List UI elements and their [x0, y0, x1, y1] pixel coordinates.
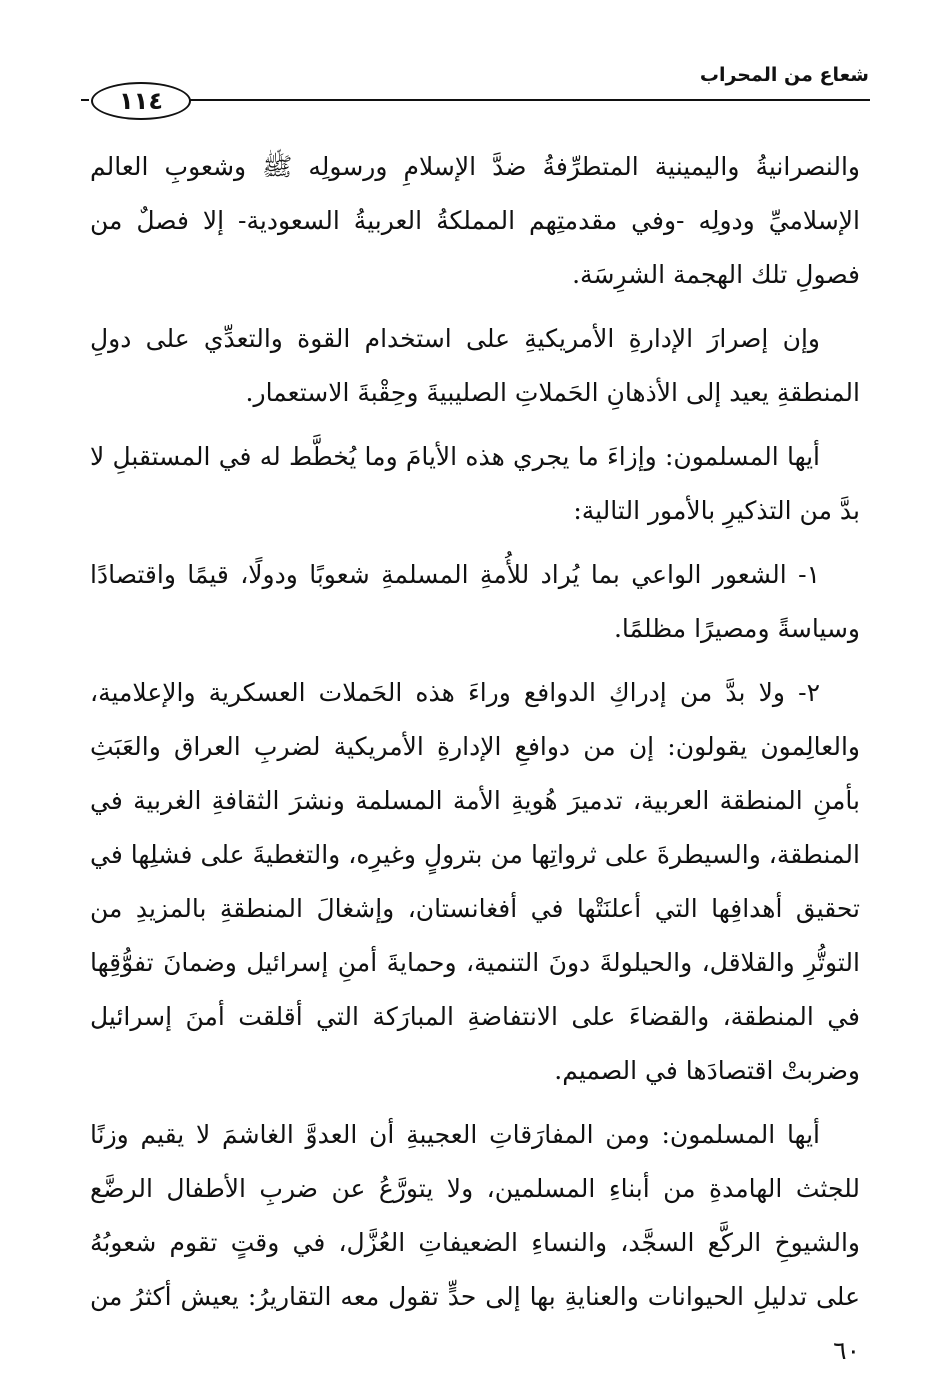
header-rule: [100, 99, 870, 101]
paragraph: أيها المسلمون: وإزاءَ ما يجري هذه الأيامَ وما يُخطَّط له في المستقبلِ لا بدَّ من التذكيرِ بالأمور التالية:: [90, 442, 860, 525]
paragraph-continuation: والنصرانيةُ واليمينية المتطرِّفةُ ضدَّ الإسلامِ ورسولِه ﷺ وشعوبِ العالم الإسلاميِّ ودولِه -وفي مقدمتِهم المملكةُ العربيةُ السعودية- إلا فصلٌ من فصولِ تلك الهجمة الشرِسَة.: [90, 152, 860, 289]
paragraph: وإن إصرارَ الإدارةِ الأمريكيةِ على استخدام القوة والتعدِّي على دولِ المنطقةِ يعيد إلى الأذهانِ الحَملاتِ الصليبيةَ وحِقْبةَ الاستعمار.: [90, 324, 860, 407]
page-number-badge: ١١٤: [91, 82, 191, 120]
list-item-2: ٢- ولا بدَّ من إدراكِ الدوافع وراءَ هذه الحَملات العسكرية والإعلامية، والعالِمون يقولون: إن من دوافعِ الإدارةِ الأمريكية لضربِ العراق والعَبَثِ بأمنِ المنطقة العربية، تدميرَ هُويةِ الأمة المسلمة ونشرَ الثقافةِ الغربية في المنطقة، والسيطرةَ على ثرواتِها من بترولٍ وغيرِه، والتغطيةَ على فشلِها في تحقيق أهدافِها التي أعلنَتْها في أفغانستان، وإشغالَ المنطقةِ بالمزيدِ من التوتُّرِ والقلاقل، والحيلولةَ دونَ التنمية، وحمايةَ أمنِ إسرائيل وضمانَ تفوُّقِها في المنطقة، والقضاءَ على الانتفاضةِ المبارَكة التي أقلقت أمنَ إسرائيل وضربتْ اقتصادَها في الصميم.: [90, 678, 860, 1085]
body-text: [90, 140, 860, 1388]
list-item-1: ١- الشعور الواعي بما يُراد للأُمةِ المسلمةِ شعوبًا ودولًا، قيمًا واقتصادًا وسياسةً ومصيرًا مظلمًا.: [90, 560, 860, 643]
running-head-title: شعاع من المحراب: [699, 64, 869, 86]
paragraph: أيها المسلمون: ومن المفارَقاتِ العجيبةِ أن العدوَّ الغاشمَ لا يقيم وزنًا للجثث الهامدةِ من أبناءِ المسلمين، ولا يتورَّعُ عن ضربِ الأطفال الرضَّع والشيوخِ الركَّع السجَّد، والنساءِ الضعيفاتِ العُزَّل، في وقتٍ تقوم شعوبُهُ على تدليلِ الحيوانات والعنايةِ بها إلى حدٍّ تقول معه التقاريرُ: يعيش أكثرُ من ٦٠: [90, 1120, 860, 1365]
